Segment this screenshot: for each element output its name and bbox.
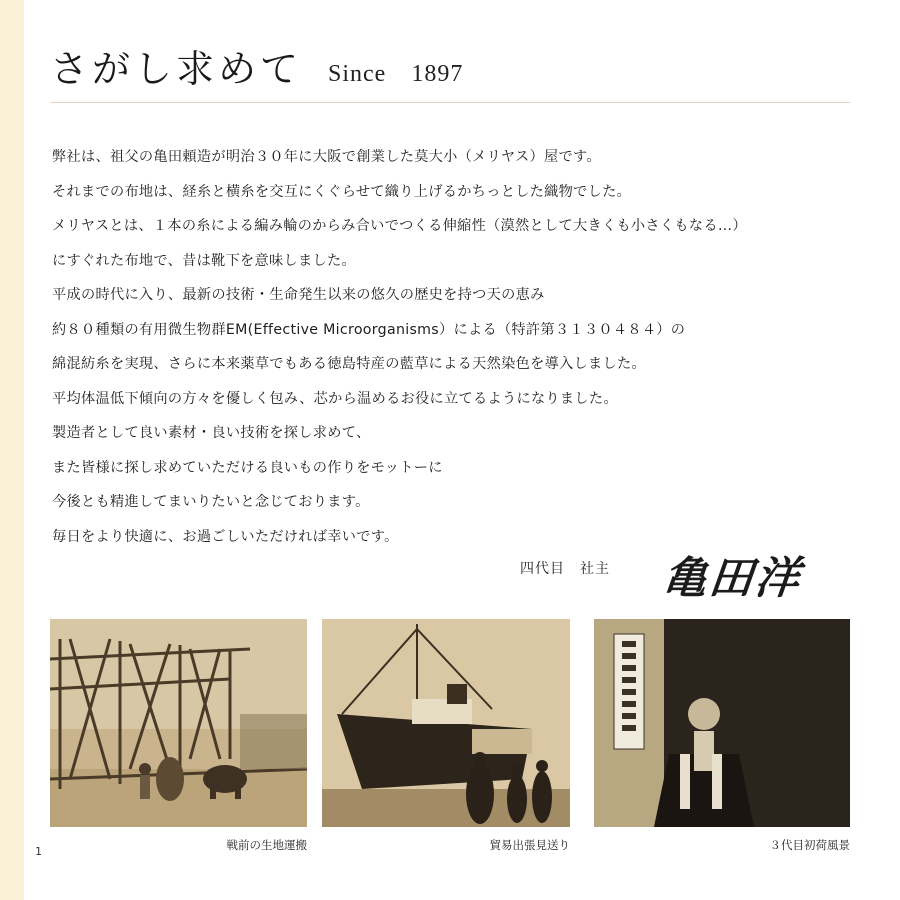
photo-caption: ３代目初荷風景 (769, 838, 850, 852)
signature-title: 四代目 社主 (520, 561, 610, 577)
page-number: 1 (35, 845, 42, 858)
body-line: それまでの布地は、経糸と横糸を交互にくぐらせて織り上げるかちっとした織物でした。 (52, 183, 632, 200)
signature-block (520, 540, 840, 604)
body-line: にすぐれた布地で、昔は靴下を意味しました。 (52, 252, 356, 269)
photo-bridge-transport (50, 619, 307, 827)
body-line: 約８０種類の有用微生物群EM(Effective Microorganisms）による（特許第３１３０４８４）の (52, 321, 686, 338)
body-line: 今後とも精進してまいりたいと念じております。 (52, 494, 370, 510)
left-margin-band (0, 0, 24, 900)
page-title: さがし求めて (50, 47, 303, 91)
body-line: 平成の時代に入り、最新の技術・生命発生以来の悠久の歴史を持つ天の恵み (52, 287, 545, 303)
body-line: 弊社は、祖父の亀田頼造が明治３０年に大阪で創業した莫大小（メリヤス）屋です。 (52, 149, 601, 165)
body-line: 平均体温低下傾向の方々を優しく包み、芯から温めるお役に立てるようになりました。 (52, 390, 618, 407)
since-year: Since 1897 (328, 61, 464, 87)
body-line: メリヤスとは、１本の糸による編み輪のからみ合いでつくる伸縮性（漠然として大きくも小さくもなる…） (52, 218, 747, 234)
photo-caption: 戦前の生地運搬 (226, 838, 307, 852)
photo-ship-send-off (322, 619, 570, 827)
photo-caption: 貿易出張見送り (489, 838, 570, 852)
page-header (50, 46, 850, 103)
body-line: 綿混紡糸を実現、さらに本来薬草でもある徳島特産の藍草による天然染色を導入しました。 (52, 356, 646, 372)
signature-name: 亀田洋三 (660, 553, 804, 604)
body-line: 毎日をより快適に、お過ごしいただければ幸いです。 (52, 528, 399, 545)
photo-first-shipment (594, 619, 850, 827)
body-line: また皆様に探し求めていただける良いもの作りをモットーに (52, 459, 443, 476)
company-message (52, 140, 852, 554)
body-line: 製造者として良い素材・良い技術を探し求めて、 (52, 425, 371, 441)
